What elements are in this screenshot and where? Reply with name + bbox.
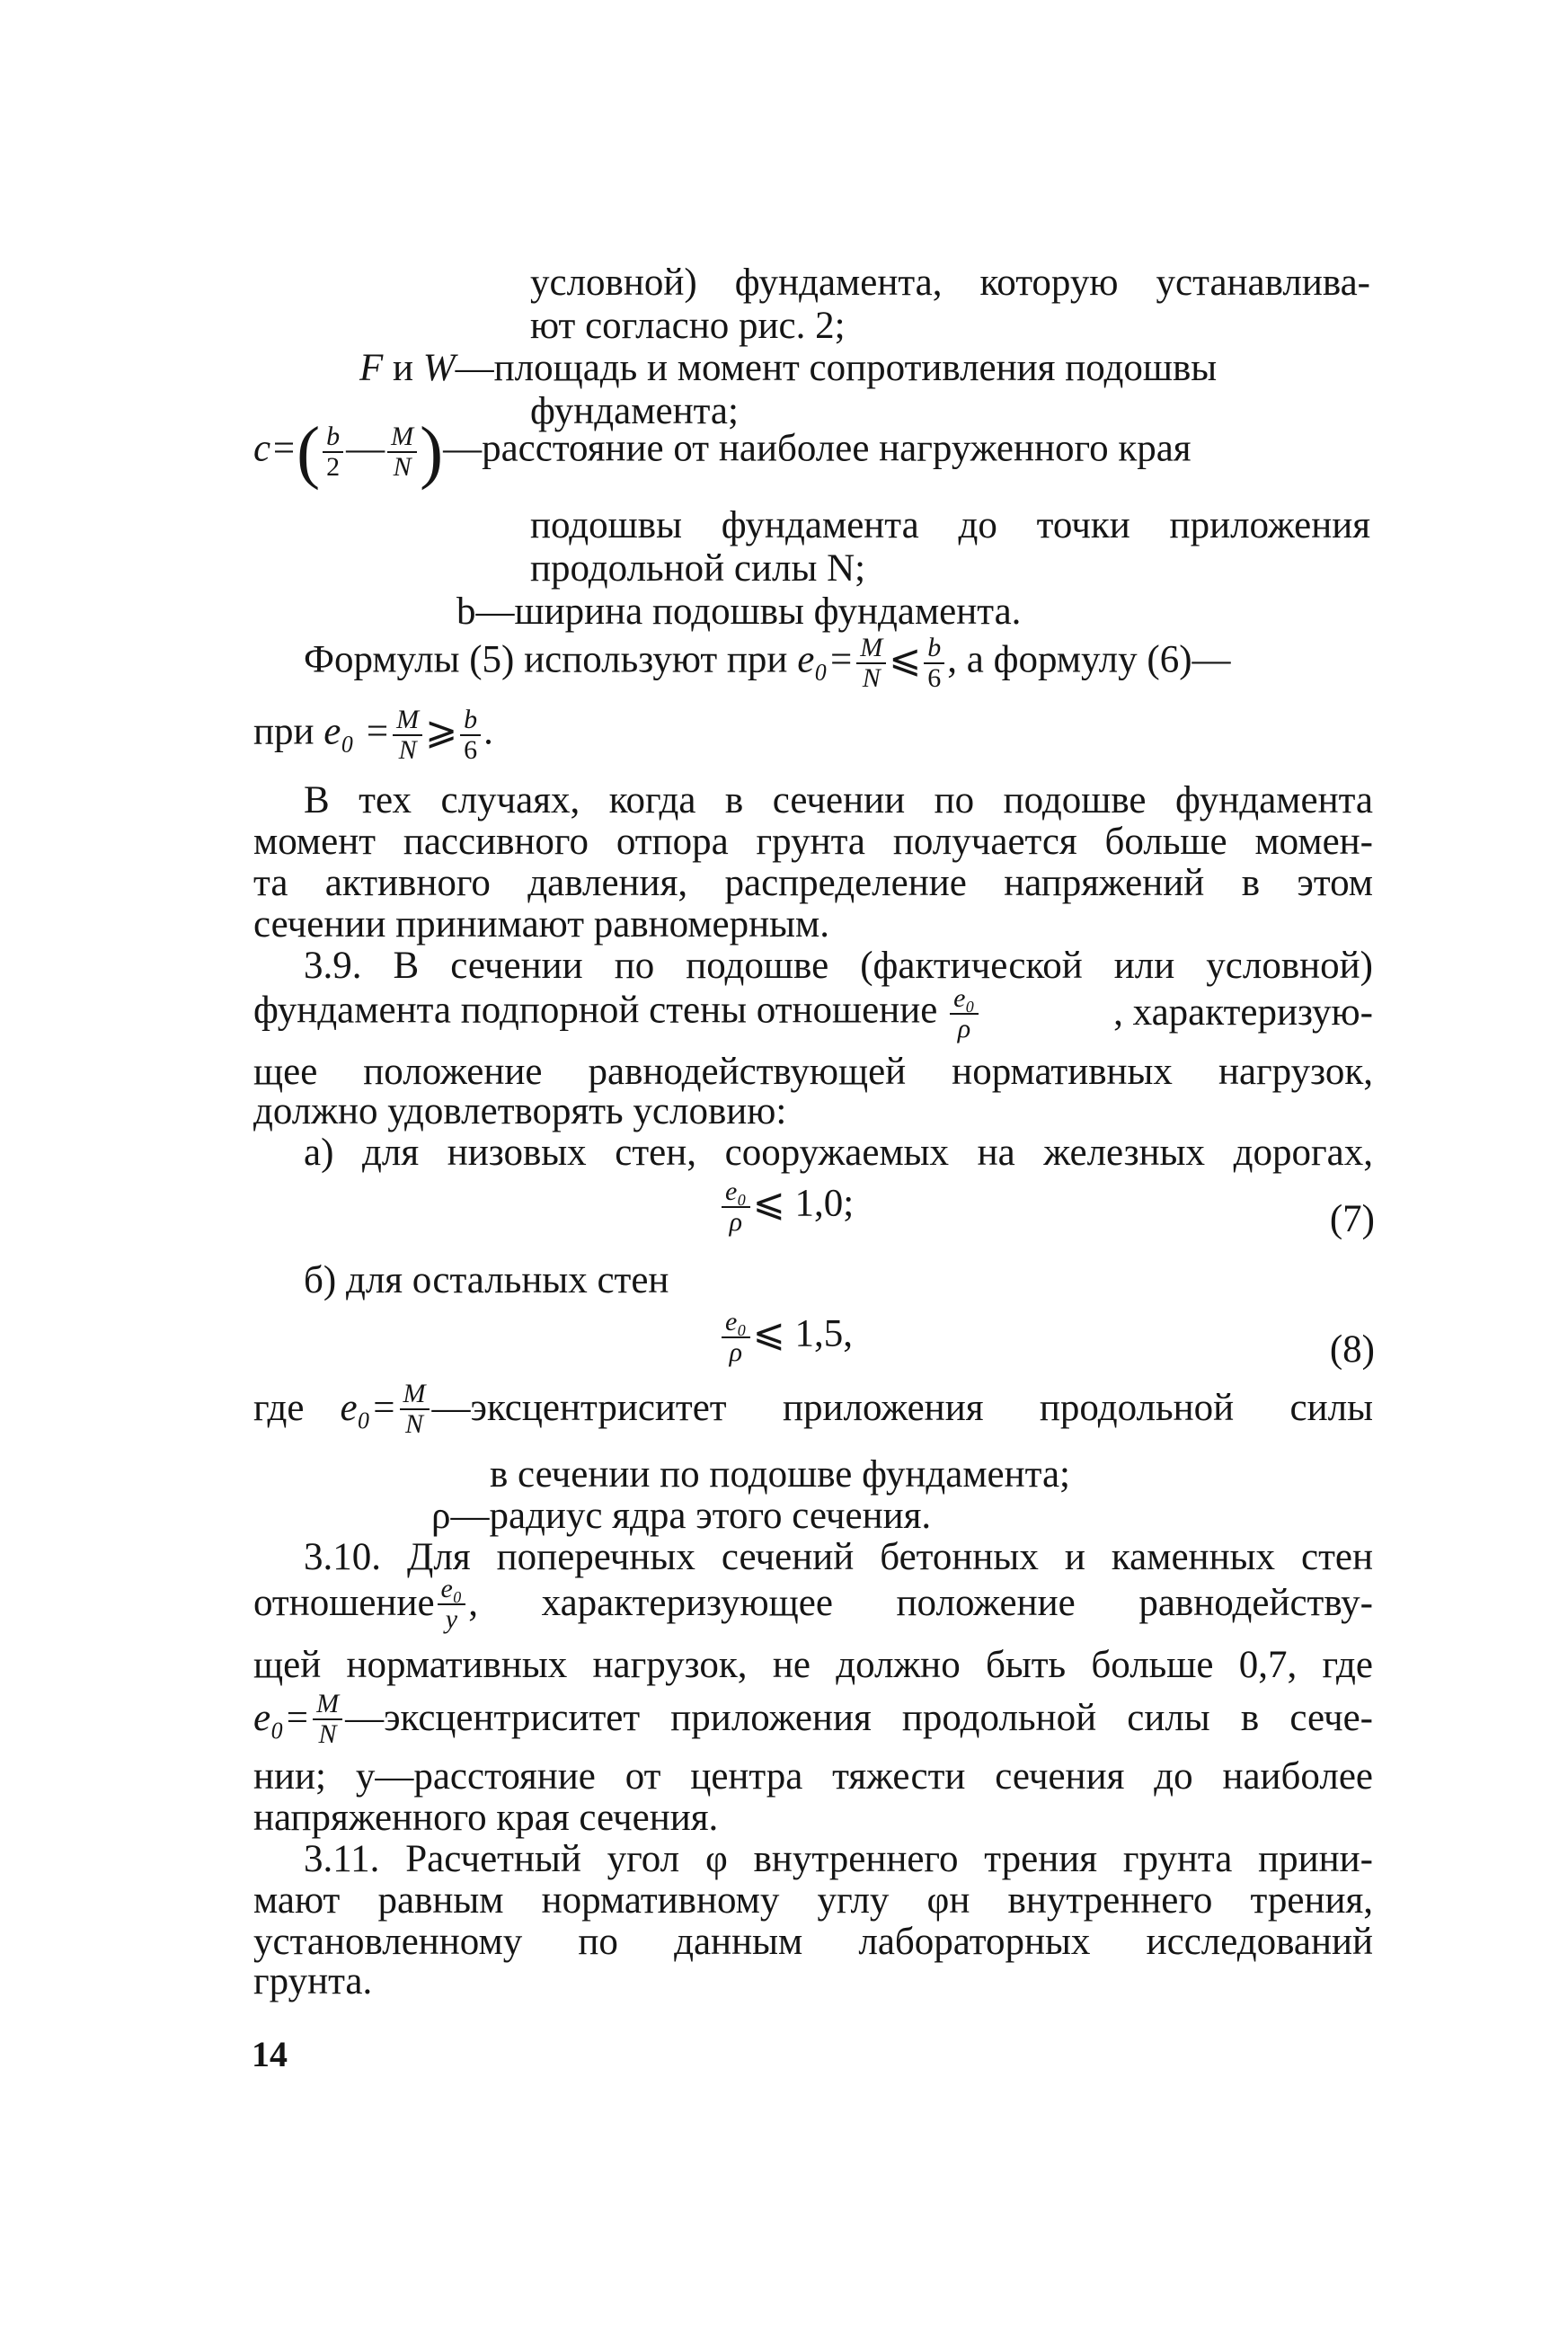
fraction: $\frac{\text{e₀}}{\rho}$	[722, 1177, 750, 1236]
fraction: $\frac{b}{6}$	[460, 706, 481, 764]
text: —площадь и момент сопротивления подошвы	[455, 347, 1218, 389]
line: фундамента;	[530, 390, 739, 432]
page-number: 14	[252, 2034, 288, 2074]
fraction: $\frac{M}{N}$	[856, 634, 886, 692]
line: 3.9. В сечении по подошве (фактической или условной)	[304, 945, 1373, 987]
equation-number: (7)	[1329, 1198, 1375, 1240]
line: ρ—радиус ядра этого сечения.	[431, 1495, 932, 1537]
line: b—ширина подошвы фундамента.	[456, 590, 1022, 633]
symbol: c=	[253, 427, 297, 470]
line: фундамента подпорной стены отношение $\frac{\text{e₀}}{\rho}$ , характеризую-	[253, 983, 1373, 1043]
paren-close: )	[420, 412, 444, 491]
line: сечении принимают равномерным.	[253, 903, 830, 946]
fraction: $\frac{M}{N}$	[313, 1690, 342, 1748]
line: 3.11. Расчетный угол φ внутреннего трения грунта прини-	[304, 1838, 1373, 1880]
line: 3.10. Для поперечных сечений бетонных и каменных стен	[304, 1536, 1373, 1578]
line: должно удовлетворять условию:	[253, 1090, 787, 1132]
line: щее положение равнодействующей нормативных нагрузок,	[253, 1051, 1373, 1093]
text: —расстояние от наиболее нагруженного края	[443, 427, 1192, 470]
fraction: $\frac{M}{N}$	[393, 706, 422, 764]
formula-6-line: при e₀ = $\frac{M}{N}$ ⩾ $\frac{b}{6}$ .	[253, 705, 493, 765]
symbol: W	[422, 347, 456, 389]
fraction: $\frac{M}{N}$	[400, 1380, 430, 1438]
line: щей нормативных нагрузок, не должно быть больше 0,7, где	[253, 1644, 1373, 1686]
line: б) для остальных стен	[304, 1259, 669, 1301]
symbol: F	[359, 347, 384, 389]
text: —	[346, 427, 385, 470]
fraction: $\frac{b}{6}$	[924, 634, 944, 692]
line: продольной силы N;	[530, 547, 866, 590]
line: мают равным нормативному углу φн внутреннего трения,	[253, 1879, 1373, 1922]
definition-fw	[359, 346, 1370, 392]
fraction: $\frac{\text{e₀}}{\rho}$	[722, 1308, 750, 1366]
paren-open: (	[297, 412, 321, 491]
line: напряженного края сечения.	[253, 1797, 719, 1839]
fraction: $\frac{\text{e₀}}{\rho}$	[950, 984, 979, 1043]
definition-e0: где e₀= $\frac{M}{N}$ —эксцентриситет приложения продольной силы	[253, 1379, 1373, 1439]
fraction: $\frac{b}{2}$	[323, 422, 343, 481]
fraction: $\frac{M}{N}$	[387, 422, 417, 481]
line: В тех случаях, когда в сечении по подошве фундамента	[304, 779, 1373, 821]
line: а) для низовых стен, сооружаемых на железных дорогах,	[304, 1132, 1373, 1174]
line: условной) фундамента, которую устанавлива-	[530, 262, 1370, 304]
line: момент пассивного отпора грунта получается больше момен-	[253, 821, 1373, 863]
line: e₀= $\frac{M}{N}$ —эксцентриситет приложения продольной силы в сече-	[253, 1689, 1373, 1749]
equation-8: $\frac{\text{e₀}}{\rho}$ ⩽ 1,5, (8)	[0, 1308, 1568, 1389]
formula-5-line: Формулы (5) используют при e₀= $\frac{M}{N}$ ⩽ $\frac{b}{6}$ , а формулу (6)—	[304, 633, 1231, 693]
line: ют согласно рис. 2;	[530, 305, 846, 347]
equation-number: (8)	[1329, 1328, 1375, 1371]
line: установленному по данным лабораторных исследований	[253, 1921, 1373, 1963]
line: в сечении по подошве фундамента;	[490, 1453, 1071, 1496]
line: нии; y—расстояние от центра тяжести сечения до наиболее	[253, 1755, 1373, 1798]
equation-7: $\frac{\text{e₀}}{\rho}$ ⩽ 1,0; (7)	[0, 1177, 1568, 1258]
definition-c	[253, 412, 1372, 491]
line: отношение $\frac{\text{e₀}}{y}$ , характеризующее положение равнодейству-	[253, 1574, 1373, 1634]
line: подошвы фундамента до точки приложения	[530, 504, 1370, 546]
line: та активного давления, распределение напряжений в этом	[253, 862, 1373, 904]
fraction: $\frac{\text{e₀}}{y}$	[438, 1575, 466, 1633]
line: грунта.	[253, 1960, 373, 2002]
text: и	[383, 347, 423, 389]
